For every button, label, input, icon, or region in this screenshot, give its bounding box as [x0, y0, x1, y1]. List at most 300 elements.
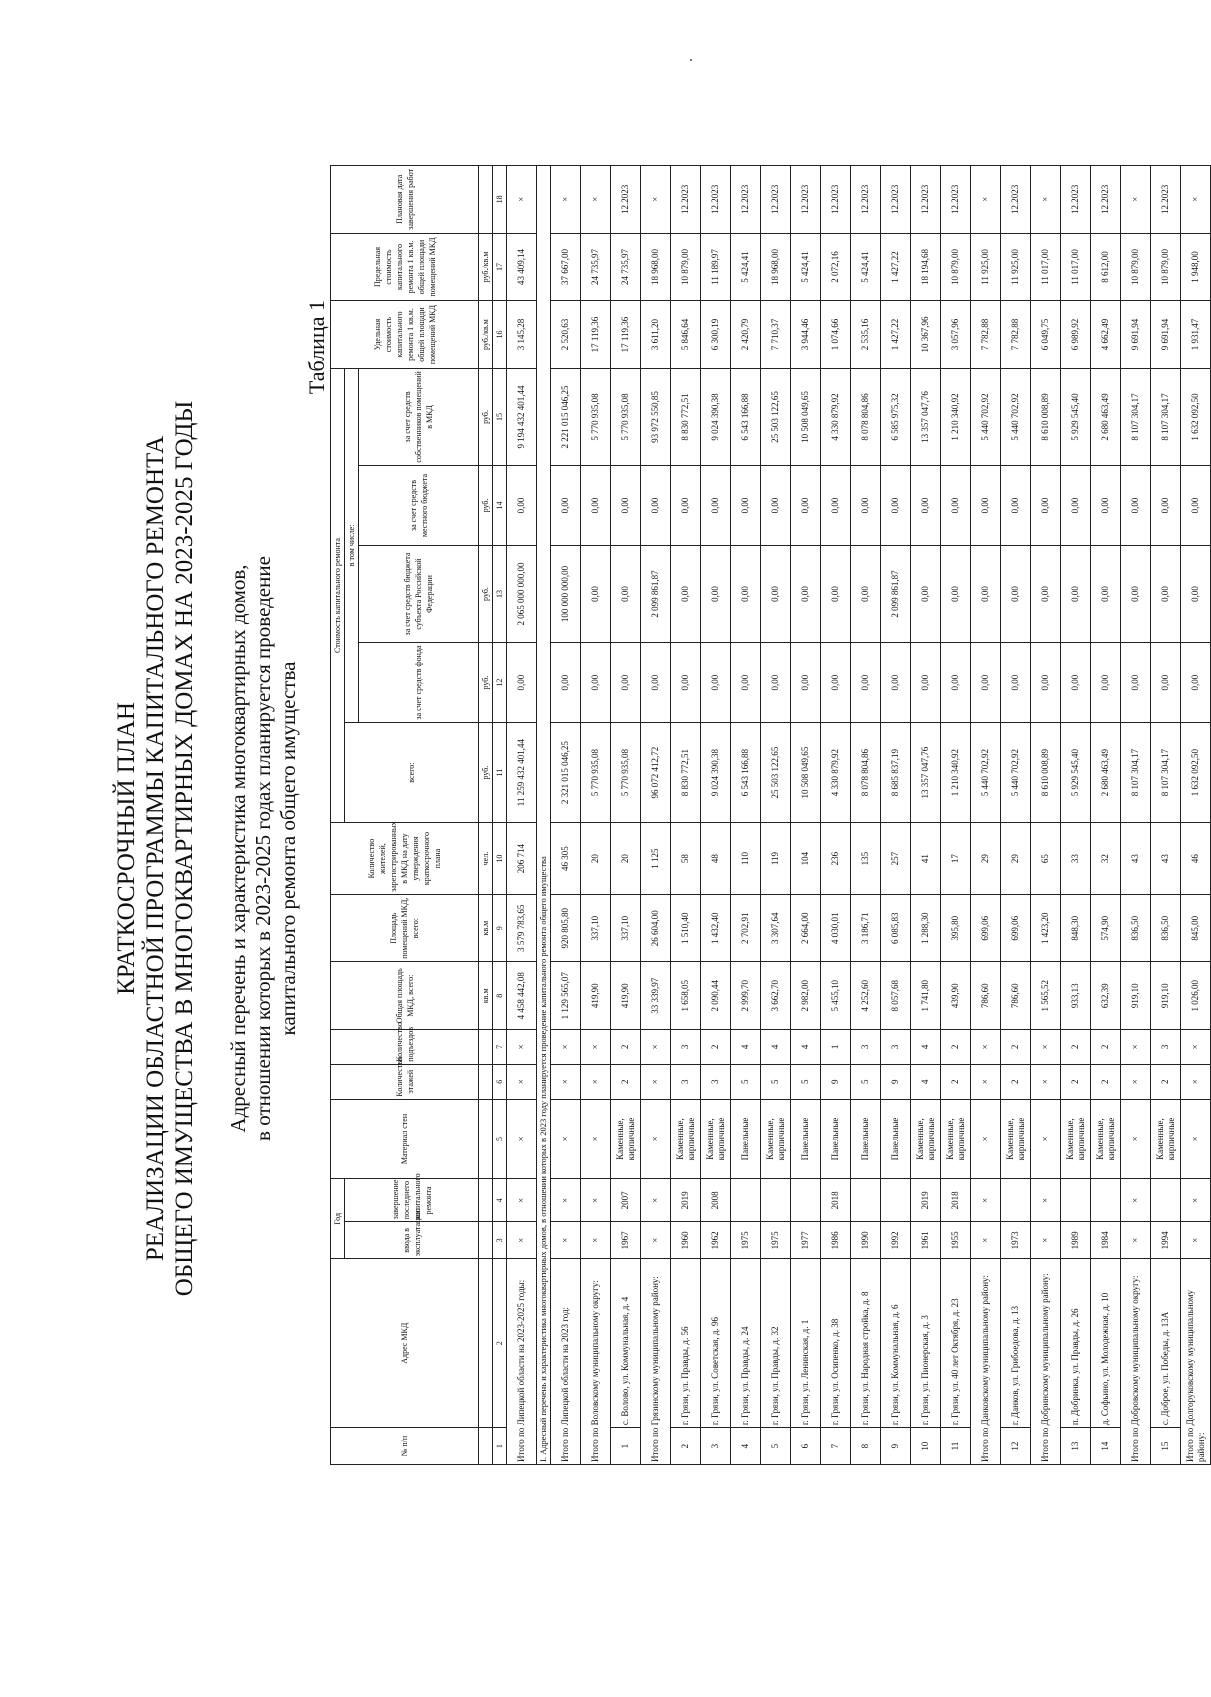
cell-c13: 0,00 — [1031, 545, 1061, 642]
cell-c14: 0,00 — [971, 466, 1001, 546]
cell-c3: 1992 — [881, 1222, 911, 1259]
cell-c6: 2 — [1091, 1064, 1121, 1099]
total-label: Итого по Долгоруковскому муниципальному району: — [1181, 1259, 1211, 1465]
cell-c11: 25 503 122,65 — [761, 722, 791, 822]
cell-c15: 6 585 975,32 — [881, 368, 911, 465]
total-row — [1181, 166, 1211, 1465]
total-row — [1031, 166, 1061, 1465]
cell-c5: Каменные, кирпичные — [701, 1099, 731, 1179]
cell-c4: 2008 — [701, 1179, 731, 1222]
table-container — [330, 165, 1211, 1465]
address-cell: г. Грязи, ул. Правды, д. 56 — [671, 1259, 701, 1428]
cell-c14: 0,00 — [641, 466, 671, 546]
cell-c9: 836,50 — [1121, 894, 1151, 962]
cell-c12: 0,00 — [611, 643, 641, 723]
cell-c14: 0,00 — [551, 466, 581, 546]
unit-cell: руб./кв.м — [479, 301, 493, 369]
th-floors: Количество этажей — [331, 1064, 479, 1099]
cell-c5: × — [971, 1099, 1001, 1179]
cell-c4: × — [641, 1179, 671, 1222]
col-number: 2 — [493, 1259, 507, 1428]
cell-c16: 7 710,37 — [761, 301, 791, 369]
col-number: 12 — [493, 643, 507, 723]
cell-c18: 12.2023 — [671, 166, 701, 234]
cell-c12: 0,00 — [731, 643, 761, 723]
cell-c11: 8 830 772,51 — [671, 722, 701, 822]
cell-c6: × — [641, 1064, 671, 1099]
row-number: 3 — [701, 1428, 731, 1465]
cell-c15: 5 440 702,92 — [1001, 368, 1031, 465]
total-row — [551, 166, 581, 1465]
cell-c13: 0,00 — [851, 545, 881, 642]
plan-title-line-3: ОБЩЕГО ИМУЩЕСТВА В МНОГОКВАРТИРНЫХ ДОМАХ НА 2023-2025 ГОДЫ — [171, 400, 198, 1297]
plan-title — [112, 0, 199, 1697]
cell-c15: 1 632 092,50 — [1181, 368, 1211, 465]
cell-c16: 9 691,94 — [1151, 301, 1181, 369]
cell-c17: 1 948,00 — [1181, 233, 1211, 301]
cell-c17: 18 968,00 — [761, 233, 791, 301]
cell-c16: 17 119,36 — [581, 301, 611, 369]
cell-c14: 0,00 — [1031, 466, 1061, 546]
cell-c18: 12.2023 — [701, 166, 731, 234]
cell-c9: 337,10 — [611, 894, 641, 962]
cell-c6: × — [1121, 1064, 1151, 1099]
cell-c8: 2 090,44 — [701, 962, 731, 1030]
cell-c7: 2 — [1001, 1030, 1031, 1065]
cell-c10: 43 — [1121, 823, 1151, 895]
cell-c16: 1 931,47 — [1181, 301, 1211, 369]
cell-c18: 12.2023 — [851, 166, 881, 234]
cell-c3: 1975 — [761, 1222, 791, 1259]
cell-c12: 0,00 — [881, 643, 911, 723]
cell-c9: 574,90 — [1091, 894, 1121, 962]
cell-c5: Каменные, кирпичные — [911, 1099, 941, 1179]
col-number: 8 — [493, 962, 507, 1030]
total-label: Итого по Добровскому муниципальному округу: — [1121, 1259, 1151, 1465]
row-number: 2 — [671, 1428, 701, 1465]
cell-c10: 29 — [1001, 823, 1031, 895]
cell-c18: × — [641, 166, 671, 234]
cell-c12: 0,00 — [581, 643, 611, 723]
cell-c4: 2019 — [671, 1179, 701, 1222]
cell-c15: 9 024 390,38 — [701, 368, 731, 465]
cell-c11: 2 680 463,49 — [1091, 722, 1121, 822]
table-label: Таблица 1 — [304, 300, 329, 395]
cell-c15: 5 770 935,08 — [611, 368, 641, 465]
cell-c16: 1 427,22 — [881, 301, 911, 369]
cell-c6: 9 — [821, 1064, 851, 1099]
cell-c17: 11 017,00 — [1061, 233, 1091, 301]
cell-c13: 100 000 000,00 — [551, 545, 581, 642]
unit-cell: руб. — [479, 643, 493, 723]
cell-c15: 93 972 550,85 — [641, 368, 671, 465]
cell-c8: 419,90 — [581, 962, 611, 1030]
cell-c6: 2 — [611, 1064, 641, 1099]
cell-c15: 10 508 049,65 — [791, 368, 821, 465]
cell-c18: 12.2023 — [821, 166, 851, 234]
cell-c11: 8 107 304,17 — [1151, 722, 1181, 822]
cell-c16: 6 049,75 — [1031, 301, 1061, 369]
cell-c10: 119 — [761, 823, 791, 895]
cell-c5: Каменные, кирпичные — [1061, 1099, 1091, 1179]
cell-c5: Панельные — [731, 1099, 761, 1179]
cell-c13: 2 065 000 000,00 — [507, 545, 537, 642]
cell-c11: 5 440 702,92 — [1001, 722, 1031, 822]
cell-c12: 0,00 — [1181, 643, 1211, 723]
col-number: 17 — [493, 233, 507, 301]
table-row — [791, 166, 821, 1465]
cell-c14: 0,00 — [731, 466, 761, 546]
cell-c6: 5 — [731, 1064, 761, 1099]
cell-c4: × — [971, 1179, 1001, 1222]
row-number: 15 — [1151, 1428, 1181, 1465]
col-number: 6 — [493, 1064, 507, 1099]
cell-c17: 10 879,00 — [1151, 233, 1181, 301]
cell-c16: 3 057,96 — [941, 301, 971, 369]
address-cell: г. Грязи, ул. Ленинская, д. 1 — [791, 1259, 821, 1428]
cell-c11: 13 357 047,76 — [911, 722, 941, 822]
cell-c13: 0,00 — [821, 545, 851, 642]
cell-c12: 0,00 — [701, 643, 731, 723]
cell-c15: 8 830 772,51 — [671, 368, 701, 465]
cell-c7: × — [971, 1030, 1001, 1065]
cell-c17: 8 612,00 — [1091, 233, 1121, 301]
cell-c15: 5 929 545,40 — [1061, 368, 1091, 465]
cell-c12: 0,00 — [1001, 643, 1031, 723]
cell-c3: × — [581, 1222, 611, 1259]
cell-c3: × — [971, 1222, 1001, 1259]
cell-c11: 8 610 008,89 — [1031, 722, 1061, 822]
cell-c3: 1967 — [611, 1222, 641, 1259]
cell-c3: 1955 — [941, 1222, 971, 1259]
cell-c6: × — [971, 1064, 1001, 1099]
cell-c8: 919,10 — [1151, 962, 1181, 1030]
row-number: 1 — [611, 1428, 641, 1465]
table-row — [821, 166, 851, 1465]
cell-c11: 5 770 935,08 — [581, 722, 611, 822]
table-row — [1061, 166, 1091, 1465]
cell-c11: 5 929 545,40 — [1061, 722, 1091, 822]
cell-c9: 1 510,40 — [671, 894, 701, 962]
column-numbers-row — [493, 166, 507, 1465]
cell-c17: 11 017,00 — [1031, 233, 1061, 301]
th-material: Материал стен — [331, 1099, 479, 1179]
cell-c11: 96 072 412,72 — [641, 722, 671, 822]
cell-c7: × — [1031, 1030, 1061, 1065]
table-row — [731, 166, 761, 1465]
cell-c12: 0,00 — [1151, 643, 1181, 723]
cell-c3: 1975 — [731, 1222, 761, 1259]
unit-cell: кв.м — [479, 962, 493, 1030]
cell-c6: × — [551, 1064, 581, 1099]
cell-c4 — [791, 1179, 821, 1222]
cell-c11: 6 543 166,88 — [731, 722, 761, 822]
total-label: Итого по Воловскому муниципальному округу: — [581, 1259, 611, 1465]
cell-c17: 1 427,22 — [881, 233, 911, 301]
cell-c3: × — [551, 1222, 581, 1259]
cell-c16: 7 782,88 — [1001, 301, 1031, 369]
col-number: 3 — [493, 1222, 507, 1259]
cell-c7: × — [641, 1030, 671, 1065]
cell-c14: 0,00 — [821, 466, 851, 546]
table-body — [507, 166, 1211, 1465]
cell-c16: 6 300,19 — [701, 301, 731, 369]
cell-c14: 0,00 — [1001, 466, 1031, 546]
cell-c9: 2 664,00 — [791, 894, 821, 962]
cell-c9: 3 307,64 — [761, 894, 791, 962]
cell-c7: × — [507, 1030, 537, 1065]
cell-c4 — [1091, 1179, 1121, 1222]
cell-c9: 848,30 — [1061, 894, 1091, 962]
cell-c10: 46 — [1181, 823, 1211, 895]
address-cell: д. Софьино, ул. Молодежная, д. 10 — [1091, 1259, 1121, 1428]
total-label: Итого по Липецкой области на 2023 год: — [551, 1259, 581, 1465]
cell-c10: 20 — [581, 823, 611, 895]
row-number: 14 — [1091, 1428, 1121, 1465]
cell-c8: 1 658,05 — [671, 962, 701, 1030]
cell-c12: 0,00 — [821, 643, 851, 723]
cell-c14: 0,00 — [611, 466, 641, 546]
cell-c13: 2 099 861,87 — [881, 545, 911, 642]
cell-c12: 0,00 — [941, 643, 971, 723]
cell-c7: 3 — [881, 1030, 911, 1065]
cell-c14: 0,00 — [911, 466, 941, 546]
cell-c7: 4 — [731, 1030, 761, 1065]
cell-c12: 0,00 — [1061, 643, 1091, 723]
cell-c4: × — [1121, 1179, 1151, 1222]
cell-c6: 5 — [851, 1064, 881, 1099]
address-cell: п. Добринка, ул. Правды, д. 26 — [1061, 1259, 1091, 1428]
cell-c12: 0,00 — [851, 643, 881, 723]
cell-c13: 2 099 861,87 — [641, 545, 671, 642]
row-number: 6 — [791, 1428, 821, 1465]
row-number: 5 — [761, 1428, 791, 1465]
cell-c12: 0,00 — [1091, 643, 1121, 723]
section-title: I. Адресный перечень и характеристика многоквартирных домов, в отношении которых в 2023 году планируется проведение капитального ремонта общего имущества — [537, 166, 551, 1465]
cell-c17: 37 667,00 — [551, 233, 581, 301]
cell-c10: 46 305 — [551, 823, 581, 895]
table-row — [941, 166, 971, 1465]
cell-c15: 2 221 015 046,25 — [551, 368, 581, 465]
cell-c17: 11 925,00 — [971, 233, 1001, 301]
cell-c11: 2 321 015 046,25 — [551, 722, 581, 822]
cell-c9: 26 604,00 — [641, 894, 671, 962]
th-unit-cost: Удельная стоимость капитального ремонта 1 кв.м. общей площади помещений МКД — [331, 301, 479, 369]
cell-c4 — [1001, 1179, 1031, 1222]
cell-c6: 2 — [1151, 1064, 1181, 1099]
th-cost-local: за счет средств местного бюджета — [359, 466, 479, 546]
cell-c14: 0,00 — [1151, 466, 1181, 546]
cell-c13: 0,00 — [731, 545, 761, 642]
cell-c6: × — [581, 1064, 611, 1099]
address-cell: с. Доброе, ул. Победы, д. 13А — [1151, 1259, 1181, 1428]
cell-c18: 12.2023 — [791, 166, 821, 234]
cell-c5: × — [1181, 1099, 1211, 1179]
cell-c18: 12.2023 — [611, 166, 641, 234]
cell-c8: 5 455,10 — [821, 962, 851, 1030]
cell-c15: 8 610 008,89 — [1031, 368, 1061, 465]
row-number: 4 — [731, 1428, 761, 1465]
total-label: Итого по Данковскому муниципальному району: — [971, 1259, 1001, 1465]
cell-c10: 104 — [791, 823, 821, 895]
cell-c16: 7 782,88 — [971, 301, 1001, 369]
cell-c5: Каменные, кирпичные — [1151, 1099, 1181, 1179]
cell-c3: × — [1181, 1222, 1211, 1259]
th-year-group: Год — [331, 1179, 345, 1259]
cell-c3: 1977 — [791, 1222, 821, 1259]
cell-c18: 12.2023 — [881, 166, 911, 234]
cell-c5: × — [1031, 1099, 1061, 1179]
cell-c3: 1973 — [1001, 1222, 1031, 1259]
col-number: 14 — [493, 466, 507, 546]
cell-c6: 2 — [941, 1064, 971, 1099]
cell-c10: 33 — [1061, 823, 1091, 895]
cell-c8: 419,90 — [611, 962, 641, 1030]
table-row — [1001, 166, 1031, 1465]
cell-c5: Каменные, кирпичные — [671, 1099, 701, 1179]
cell-c18: 12.2023 — [1001, 166, 1031, 234]
cell-c5: × — [551, 1099, 581, 1179]
cell-c8: 439,90 — [941, 962, 971, 1030]
cell-c17: 10 879,00 — [671, 233, 701, 301]
cell-c17: 5 424,41 — [851, 233, 881, 301]
cell-c4: 2018 — [941, 1179, 971, 1222]
total-label: Итого по Добринскому муниципальному району: — [1031, 1259, 1061, 1465]
unit-cell: руб. — [479, 466, 493, 546]
cell-c14: 0,00 — [507, 466, 537, 546]
row-number: 11 — [941, 1428, 971, 1465]
total-label: Итого по Грязинскому муниципальному району: — [641, 1259, 671, 1465]
cell-c15: 8 078 804,86 — [851, 368, 881, 465]
address-cell: г. Грязи, ул. Правды, д. 32 — [761, 1259, 791, 1428]
table-row — [611, 166, 641, 1465]
cell-c3: 1994 — [1151, 1222, 1181, 1259]
cell-c15: 25 503 122,65 — [761, 368, 791, 465]
cell-c10: 43 — [1151, 823, 1181, 895]
cell-c17: 18 194,68 — [911, 233, 941, 301]
cell-c10: 58 — [671, 823, 701, 895]
address-cell: г. Грязи, ул. Пионерская, д. 3 — [911, 1259, 941, 1428]
table-row — [671, 166, 701, 1465]
cell-c15: 5 770 935,08 — [581, 368, 611, 465]
cell-c3: × — [507, 1222, 537, 1259]
cell-c4 — [761, 1179, 791, 1222]
cell-c7: × — [551, 1030, 581, 1065]
cell-c10: 29 — [971, 823, 1001, 895]
cell-c11: 8 685 837,19 — [881, 722, 911, 822]
cell-c3: × — [1031, 1222, 1061, 1259]
address-cell: с. Волово, ул. Коммунальная, д. 4 — [611, 1259, 641, 1428]
cell-c3: × — [641, 1222, 671, 1259]
cell-c9: 1 423,20 — [1031, 894, 1061, 962]
cell-c10: 20 — [611, 823, 641, 895]
col-number: 18 — [493, 166, 507, 234]
cell-c13: 0,00 — [971, 545, 1001, 642]
cell-c4 — [851, 1179, 881, 1222]
cell-c3: 1984 — [1091, 1222, 1121, 1259]
cell-c10: 236 — [821, 823, 851, 895]
cell-c8: 1 741,80 — [911, 962, 941, 1030]
cell-c15: 9 194 432 401,44 — [507, 368, 537, 465]
cell-c7: 4 — [761, 1030, 791, 1065]
header-row-1 — [331, 166, 345, 1465]
cell-c15: 5 440 702,92 — [971, 368, 1001, 465]
cell-c9: 2 702,91 — [731, 894, 761, 962]
cell-c8: 2 982,00 — [791, 962, 821, 1030]
cell-c9: 699,06 — [1001, 894, 1031, 962]
cell-c3: × — [1121, 1222, 1151, 1259]
cell-c4: × — [507, 1179, 537, 1222]
cell-c5: Панельные — [851, 1099, 881, 1179]
th-cost-region: за счет средств бюджета субъекта Российской Федерации — [359, 545, 479, 642]
cell-c14: 0,00 — [761, 466, 791, 546]
cell-c16: 2 520,63 — [551, 301, 581, 369]
cell-c11: 9 024 390,38 — [701, 722, 731, 822]
cell-c17: 18 968,00 — [641, 233, 671, 301]
cell-c4: × — [1181, 1179, 1211, 1222]
cell-c6: × — [507, 1064, 537, 1099]
row-number: 9 — [881, 1428, 911, 1465]
repair-plan-table — [330, 165, 1211, 1465]
row-number: 8 — [851, 1428, 881, 1465]
cell-c14: 0,00 — [1121, 466, 1151, 546]
plan-subtitle-line-3: капитального ремонта общего имущества — [276, 661, 300, 1036]
total-row — [641, 166, 671, 1465]
address-cell: г. Грязи, ул. Советская, д. 96 — [701, 1259, 731, 1428]
cell-c14: 0,00 — [851, 466, 881, 546]
cell-c4: 2018 — [821, 1179, 851, 1222]
cell-c5: Панельные — [881, 1099, 911, 1179]
cell-c10: 206 714 — [507, 823, 537, 895]
cell-c3: 1962 — [701, 1222, 731, 1259]
cell-c7: 3 — [851, 1030, 881, 1065]
cell-c11: 8 107 304,17 — [1121, 722, 1151, 822]
cell-c18: × — [581, 166, 611, 234]
address-cell: г. Грязи, ул. Народная стройка, д. 8 — [851, 1259, 881, 1428]
cell-c16: 2 535,16 — [851, 301, 881, 369]
row-number: 13 — [1061, 1428, 1091, 1465]
cell-c7: × — [581, 1030, 611, 1065]
cell-c5: × — [581, 1099, 611, 1179]
unit-cell: чел. — [479, 823, 493, 895]
cell-c4 — [881, 1179, 911, 1222]
total-row — [1121, 166, 1151, 1465]
th-year-repair: завершение последнего капитального ремонта — [345, 1179, 479, 1222]
cell-c9: 836,50 — [1151, 894, 1181, 962]
cell-c18: 12.2023 — [1061, 166, 1091, 234]
cell-c6: 3 — [701, 1064, 731, 1099]
cell-c7: 1 — [821, 1030, 851, 1065]
cell-c12: 0,00 — [507, 643, 537, 723]
total-row — [581, 166, 611, 1465]
cell-c10: 65 — [1031, 823, 1061, 895]
cell-c17: 11 925,00 — [1001, 233, 1031, 301]
cell-c18: 12.2023 — [761, 166, 791, 234]
cell-c7: 2 — [1061, 1030, 1091, 1065]
th-cost-total: всего: — [345, 722, 479, 822]
cell-c7: × — [1121, 1030, 1151, 1065]
cell-c9: 845,00 — [1181, 894, 1211, 962]
cell-c10: 135 — [851, 823, 881, 895]
cell-c13: 0,00 — [1061, 545, 1091, 642]
address-cell: г. Грязи, ул. Осипенко, д. 38 — [821, 1259, 851, 1428]
cell-c18: 12.2023 — [1151, 166, 1181, 234]
cell-c8: 4 458 442,08 — [507, 962, 537, 1030]
cell-c11: 10 508 049,65 — [791, 722, 821, 822]
cell-c4: × — [551, 1179, 581, 1222]
row-number: 10 — [911, 1428, 941, 1465]
cell-c12: 0,00 — [1121, 643, 1151, 723]
